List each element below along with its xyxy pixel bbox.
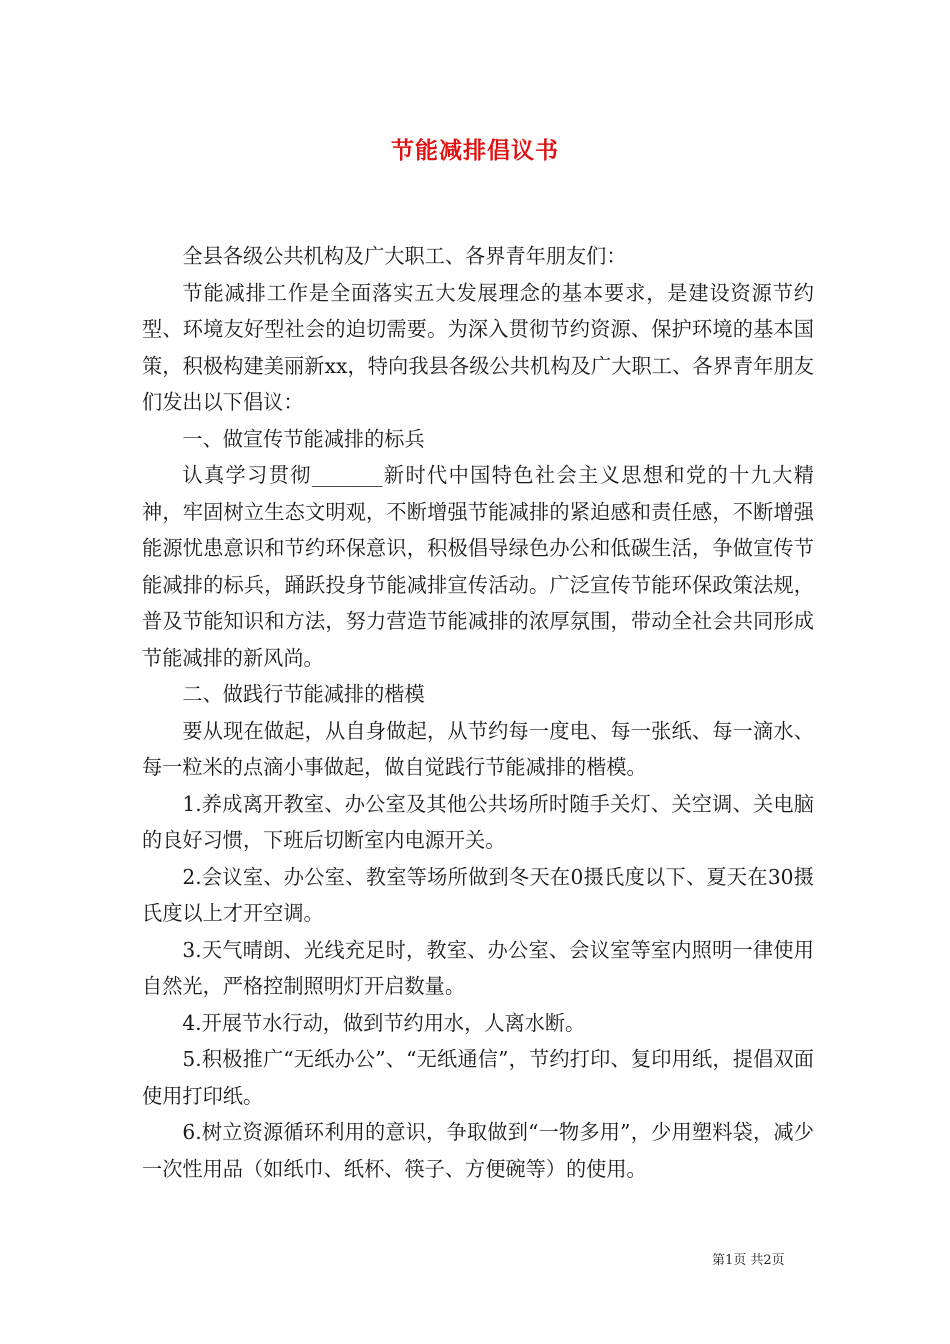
section-body-1: 认真学习贯彻_______新时代中国特色社会主义思想和党的十九大精神，牢固树立生态文明观，不断增强节能减排的紧迫感和责任感，不断增强能源忧患意识和节约环保意识，积极倡导绿色办公和低碳生活，争做宣传节能减排的标兵，踊跃投身节能减排宣传活动。广泛宣传节能环保政策法规，普及节能知识和方法，努力营造节能减排的浓厚氛围，带动全社会共同形成节能减排的新风尚。 <box>142 463 814 670</box>
document-body <box>142 238 814 1187</box>
section-body-2: 要从现在做起，从自身做起，从节约每一度电、每一张纸、每一滴水、每一粒米的点滴小事做起，做自觉践行节能减排的楷模。 <box>142 718 814 779</box>
section-heading-2: 二、做践行节能减排的楷模 <box>182 682 425 706</box>
list-item: 4.开展节水行动，做到节约用水，人离水断。 <box>182 1010 586 1035</box>
list-item: 1.养成离开教室、办公室及其他公共场所时随手关灯、关空调、关电脑的良好习惯，下班后切断室内电源开关。 <box>142 791 814 852</box>
document-title: 节能减排倡议书 <box>391 137 559 164</box>
greeting-paragraph: 全县各级公共机构及广大职工、各界青年朋友们： <box>182 244 627 268</box>
page-number: 第1页 共2页 <box>712 1253 785 1268</box>
list-item: 3.天气晴朗、光线充足时，教室、办公室、会议室等室内照明一律使用自然光，严格控制照明灯开启数量。 <box>142 937 814 998</box>
list-item: 6.树立资源循环利用的意识，争取做到“一物多用”，少用塑料袋，减少一次性用品（如纸巾、纸杯、筷子、方便碗等）的使用。 <box>142 1120 814 1181</box>
list-item: 2.会议室、办公室、教室等场所做到冬天在0摄氏度以下、夏天在30摄氏度以上才开空调。 <box>142 864 814 925</box>
section-heading-1: 一、做宣传节能减排的标兵 <box>182 426 425 451</box>
intro-paragraph: 节能减排工作是全面落实五大发展理念的基本要求，是建设资源节约型、环境友好型社会的迫切需要。为深入贯彻节约资源、保护环境的基本国策，积极构建美丽新xx，特向我县各级公共机构及广大职工、各界青年朋友们发出以下倡议： <box>142 280 814 414</box>
list-item: 5.积极推广“无纸办公”、“无纸通信”，节约打印、复印用纸，提倡双面使用打印纸。 <box>142 1047 814 1108</box>
